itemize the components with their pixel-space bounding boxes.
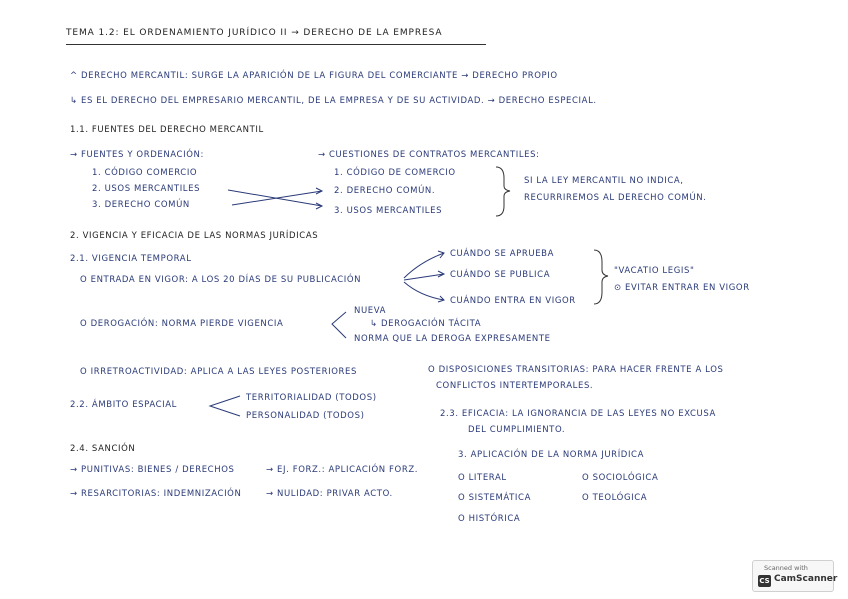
disposiciones-transitorias-2: CONFLICTOS INTERTEMPORALES.	[436, 381, 594, 391]
camscanner-watermark	[752, 560, 838, 592]
fuentes-item-2: 2. USOS MERCANTILES	[92, 184, 201, 194]
sancion-resarcitorias: → RESARCITORIAS: INDEMNIZACIÓN	[70, 489, 242, 499]
derogacion-nueva: NUEVA	[354, 306, 387, 316]
eficacia-2: DEL CUMPLIMIENTO.	[468, 425, 566, 435]
derogacion: O DEROGACIÓN: NORMA PIERDE VIGENCIA	[80, 319, 284, 329]
sancion-nulidad: → NULIDAD: PRIVAR ACTO.	[266, 489, 393, 499]
derogacion-tacita: ↳ DEROGACIÓN TÁCITA	[370, 319, 482, 329]
scanner-name: CamScanner	[774, 574, 838, 584]
entrada-en-vigor: O ENTRADA EN VIGOR: A LOS 20 DÍAS DE SU PUBLICACIÓN	[80, 275, 362, 285]
aplicacion-historica: O HISTÓRICA	[458, 514, 521, 524]
disposiciones-transitorias-1: O DISPOSICIONES TRANSITORIAS: PARA HACER FRENTE A LOS	[428, 365, 724, 375]
eficacia-1: 2.3. EFICACIA: LA IGNORANCIA DE LAS LEYES NO EXCUSA	[440, 409, 716, 419]
fuentes-heading: → FUENTES Y ORDENACIÓN:	[70, 150, 204, 160]
section-1-1-heading: 1.1. FUENTES DEL DERECHO MERCANTIL	[70, 125, 264, 135]
personalidad: PERSONALIDAD (TODOS)	[246, 411, 365, 421]
derecho-comun-note-1: SI LA LEY MERCANTIL NO INDICA,	[524, 176, 684, 186]
section-2-4-heading: 2.4. SANCIÓN	[70, 444, 136, 454]
aplicacion-teologica: O TEOLÓGICA	[582, 493, 648, 503]
sancion-punitivas: → PUNITIVAS: BIENES / DERECHOS	[70, 465, 235, 475]
aplicacion-literal: O LITERAL	[458, 473, 507, 483]
aplicacion-sistematica: O SISTEMÁTICA	[458, 493, 531, 503]
contratos-item-1: 1. CÓDIGO DE COMERCIO	[334, 168, 456, 178]
vacatio-note: ⊙ EVITAR ENTRAR EN VIGOR	[614, 283, 750, 293]
vacatio-legis: "VACATIO LEGIS"	[614, 266, 695, 276]
territorialidad: TERRITORIALIDAD (TODOS)	[246, 393, 377, 403]
sancion-ejecucion-forzosa: → EJ. FORZ.: APLICACIÓN FORZ.	[266, 465, 419, 475]
section-3-heading: 3. APLICACIÓN DE LA NORMA JURÍDICA	[458, 450, 645, 460]
cuando-entra-en-vigor: CUÁNDO ENTRA EN VIGOR	[450, 296, 576, 306]
intro-line-2: ↳ ES EL DERECHO DEL EMPRESARIO MERCANTIL, DE LA EMPRESA Y DE SU ACTIVIDAD. → DERECHO ESPECIAL.	[70, 96, 597, 106]
page-title: TEMA 1.2: EL ORDENAMIENTO JURÍDICO II → DERECHO DE LA EMPRESA	[66, 28, 443, 38]
derogacion-expresa: NORMA QUE LA DEROGA EXPRESAMENTE	[354, 334, 551, 344]
contratos-item-3: 3. USOS MERCANTILES	[334, 206, 443, 216]
cuando-aprueba: CUÁNDO SE APRUEBA	[450, 249, 555, 259]
section-2-1-heading: 2.1. VIGENCIA TEMPORAL	[70, 254, 192, 264]
fuentes-item-1: 1. CÓDIGO COMERCIO	[92, 168, 198, 178]
contratos-item-2: 2. DERECHO COMÚN.	[334, 186, 436, 196]
intro-line-1: ^ DERECHO MERCANTIL: SURGE LA APARICIÓN DE LA FIGURA DEL COMERCIANTE → DERECHO PROPIO	[70, 71, 558, 81]
camscanner-logo: CS	[759, 577, 770, 585]
scanner-caption: Scanned with	[764, 564, 808, 572]
contratos-heading: → CUESTIONES DE CONTRATOS MERCANTILES:	[318, 150, 540, 160]
section-2-heading: 2. VIGENCIA Y EFICACIA DE LAS NORMAS JURÍDICAS	[70, 231, 319, 241]
cuando-publica: CUÁNDO SE PUBLICA	[450, 270, 551, 280]
irretroactividad: O IRRETROACTIVIDAD: APLICA A LAS LEYES POSTERIORES	[80, 367, 357, 377]
aplicacion-sociologica: O SOCIOLÓGICA	[582, 473, 659, 483]
section-2-2-heading: 2.2. ÁMBITO ESPACIAL	[70, 400, 177, 410]
derecho-comun-note-2: RECURRIREMOS AL DERECHO COMÚN.	[524, 193, 707, 203]
fuentes-item-3: 3. DERECHO COMÚN	[92, 200, 190, 210]
